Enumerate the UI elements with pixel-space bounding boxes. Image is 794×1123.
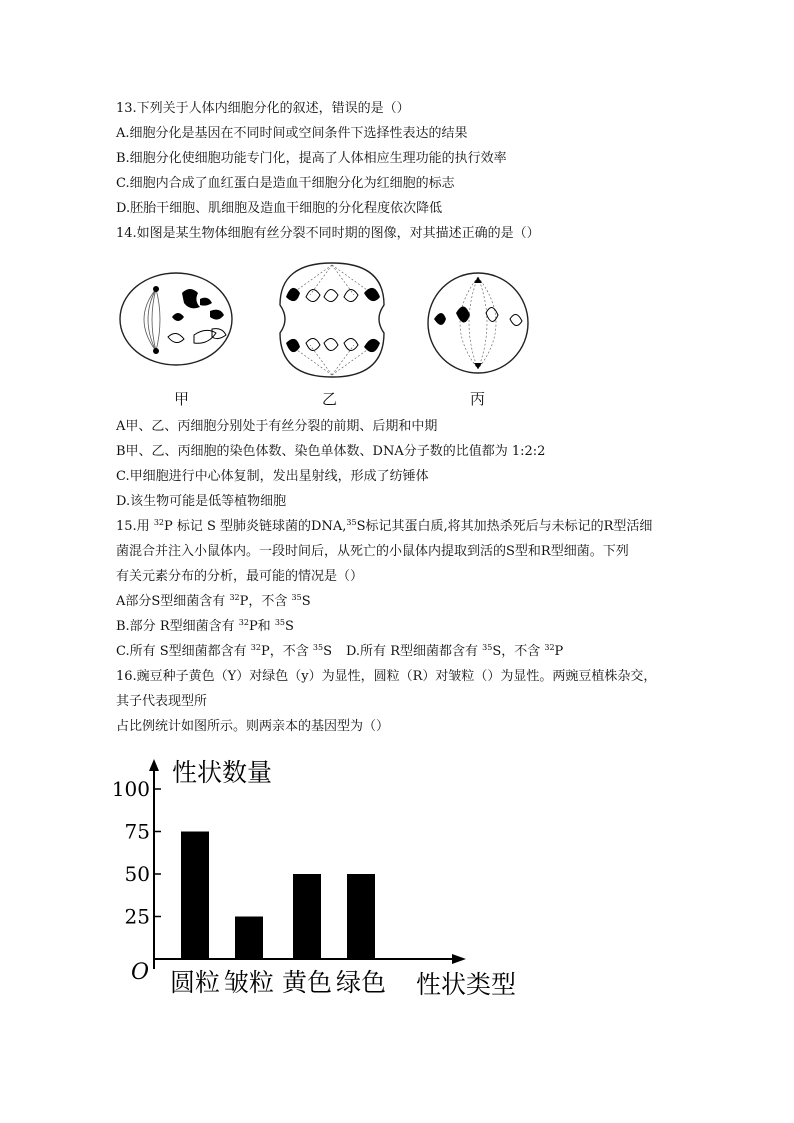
y-axis-label: 性状数量 <box>172 758 273 787</box>
q15-options-cd <box>116 643 563 661</box>
y-tick-label: 50 <box>124 862 150 886</box>
q16-stem-line2: 其子代表现型所 <box>116 694 208 709</box>
q16-stem-line1: 16.豌豆种子黄色（Y）对绿色（y）为显性，圆粒（R）对皱粒（）为显性。两豌豆植株杂交， <box>116 669 657 684</box>
q15-option-a: A部分S型细菌含有 $^{32}$P，不含 $^{35}$S <box>116 593 311 609</box>
y-tick-label: 100 <box>111 777 150 801</box>
cell-label-bing: 丙 <box>470 390 486 408</box>
q14-stem: 14.如图是某生物体细胞有丝分裂不同时期的图像，对其描述正确的是（） <box>116 226 540 241</box>
x-category-label: 黄色 <box>281 968 333 997</box>
q14-option-c: C.甲细胞进行中心体复制，发出星射线，形成了纺锤体 <box>116 469 429 484</box>
cell-jia-drawing <box>120 273 232 365</box>
bar-4 <box>347 874 375 959</box>
q13-option-c: C.细胞内合成了血红蛋白是造血干细胞分化为红细胞的标志 <box>116 176 455 191</box>
q13-option-a: A.细胞分化是基因在不同时间或空间条件下选择性表达的结果 <box>116 126 468 141</box>
mitosis-figure <box>112 253 542 385</box>
x-category-label: 皱粒 <box>223 968 275 997</box>
phenotype-bar-chart <box>111 755 528 1005</box>
cell-bing-drawing <box>428 273 528 373</box>
origin-label: O <box>130 960 150 985</box>
q15-stem-line3: 有关元素分布的分析，最可能的情况是（） <box>116 569 364 584</box>
q14-option-d: D.该生物可能是低等植物细胞 <box>116 494 287 509</box>
x-category-label: 绿色 <box>335 968 387 997</box>
y-tick-label: 75 <box>124 819 150 844</box>
bar-2 <box>235 917 263 960</box>
q13-option-b: B.细胞分化使细胞功能专门化，提高了人体相应生理功能的执行效率 <box>116 151 507 166</box>
cell-label-jia: 甲 <box>174 390 190 408</box>
x-axis-arrow <box>452 954 466 964</box>
q14-option-b: B甲、乙、丙细胞的染色体数、染色单体数、DNA分子数的比值都为 1:2:2 <box>116 444 546 459</box>
q13-stem: 13.下列关于人体内细胞分化的叙述，错误的是（） <box>116 101 410 116</box>
x-category-label: 圆粒 <box>169 968 221 997</box>
q15-option-d: D.所有 R型细菌都含有 $^{35}$S，不含 $^{32}$P <box>345 643 564 659</box>
y-tick-label: 25 <box>124 904 150 929</box>
y-axis-arrow <box>149 759 159 771</box>
q15-stem-line1: 15.用 $^{32}$P 标记 S 型肺炎链球菌的DNA,$^{35}$S标记其蛋白质,将其加热杀死后与未标记的R型活细 <box>116 518 653 534</box>
cell-yi-drawing <box>280 263 384 377</box>
q15-stem-line2: 菌混合并注入小鼠体内。一段时间后，从死亡的小鼠体内提取到活的S型和R型细菌。下列 <box>116 544 629 559</box>
q15-option-c: C.所有 S型细菌都含有 $^{32}$P，不含 $^{35}$S <box>116 643 332 659</box>
bar-1 <box>181 832 209 960</box>
bar-3 <box>293 874 321 959</box>
q13-option-d: D.胚胎干细胞、肌细胞及造血干细胞的分化程度依次降低 <box>116 201 443 216</box>
q15-option-b: B.部分 R型细菌含有 $^{32}$P和 $^{35}$S <box>116 618 294 634</box>
q14-option-a: A甲、乙、丙细胞分别处于有丝分裂的前期、后期和中期 <box>116 419 438 434</box>
x-axis-label: 性状类型 <box>416 970 517 999</box>
q16-stem-line3: 占比例统计如图所示。则两亲本的基因型为（） <box>116 719 390 734</box>
cell-label-yi: 乙 <box>322 390 338 408</box>
